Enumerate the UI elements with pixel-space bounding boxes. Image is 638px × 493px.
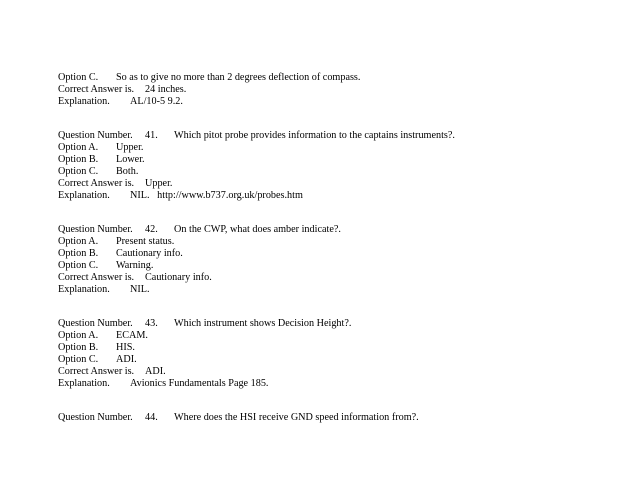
question-text: Where does the HSI receive GND speed information from?. <box>174 412 419 423</box>
q41-option-a <box>58 142 143 154</box>
q42-question <box>58 224 341 236</box>
option-label: Option B. <box>58 154 99 165</box>
explanation-label: Explanation. <box>58 96 110 107</box>
question-number-label: Question Number. <box>58 318 133 329</box>
correct-answer-label: Correct Answer is. <box>58 272 135 283</box>
option-text: Present status. <box>116 236 175 247</box>
q43-correct-answer <box>58 366 166 378</box>
explanation-label: Explanation. <box>58 284 110 295</box>
q41-correct-answer <box>58 178 172 190</box>
option-text: Warning. <box>116 260 154 271</box>
question-number-label: Question Number. <box>58 224 133 235</box>
option-label: Option C. <box>58 166 99 177</box>
q40-option-c <box>58 72 360 84</box>
option-label: Option C. <box>58 354 99 365</box>
question-number: 44. <box>145 412 158 423</box>
q41-option-c <box>58 166 138 178</box>
option-text: HIS. <box>116 342 135 353</box>
correct-answer-text: Upper. <box>145 178 173 189</box>
option-label: Option C. <box>58 72 99 83</box>
q42-explanation <box>58 284 150 296</box>
q40-explanation <box>58 96 183 108</box>
q40-correct-answer <box>58 84 186 96</box>
q41-explanation <box>58 190 303 202</box>
option-label: Option B. <box>58 248 99 259</box>
option-text: ECAM. <box>116 330 148 341</box>
question-number-label: Question Number. <box>58 412 133 423</box>
option-label: Option C. <box>58 260 99 271</box>
q43-option-a <box>58 330 148 342</box>
q41-question <box>58 130 455 142</box>
option-text: Lower. <box>116 154 145 165</box>
question-text: On the CWP, what does amber indicate?. <box>174 224 341 235</box>
explanation-label: Explanation. <box>58 190 110 201</box>
question-text: Which instrument shows Decision Height?. <box>174 318 352 329</box>
q42-option-b <box>58 248 183 260</box>
q42-option-a <box>58 236 174 248</box>
option-text: Both. <box>116 166 139 177</box>
q43-question <box>58 318 351 330</box>
q43-explanation <box>58 378 268 390</box>
q42-correct-answer <box>58 272 212 284</box>
q41-option-b <box>58 154 145 166</box>
q43-option-c <box>58 354 137 366</box>
q42-option-c <box>58 260 153 272</box>
explanation-text: AL/10-5 9.2. <box>130 96 183 107</box>
correct-answer-label: Correct Answer is. <box>58 366 135 377</box>
option-text: Cautionary info. <box>116 248 183 259</box>
explanation-label: Explanation. <box>58 378 110 389</box>
option-label: Option A. <box>58 330 99 341</box>
explanation-text: Avionics Fundamentals Page 185. <box>130 378 269 389</box>
question-number: 42. <box>145 224 158 235</box>
q44-question <box>58 412 419 424</box>
question-number: 41. <box>145 130 158 141</box>
explanation-text: NIL. <box>130 284 150 295</box>
option-text: ADI. <box>116 354 137 365</box>
q43-option-b <box>58 342 135 354</box>
correct-answer-label: Correct Answer is. <box>58 178 135 189</box>
correct-answer-text: ADI. <box>145 366 166 377</box>
option-label: Option A. <box>58 142 99 153</box>
option-label: Option B. <box>58 342 99 353</box>
correct-answer-label: Correct Answer is. <box>58 84 135 95</box>
option-text: So as to give no more than 2 degrees deflection of compass. <box>116 72 361 83</box>
option-text: Upper. <box>116 142 144 153</box>
option-label: Option A. <box>58 236 99 247</box>
explanation-text: NIL. http://www.b737.org.uk/probes.htm <box>130 190 303 201</box>
question-number-label: Question Number. <box>58 130 133 141</box>
question-number: 43. <box>145 318 158 329</box>
correct-answer-text: 24 inches. <box>145 84 187 95</box>
correct-answer-text: Cautionary info. <box>145 272 212 283</box>
question-text: Which pitot probe provides information to the captains instruments?. <box>174 130 455 141</box>
